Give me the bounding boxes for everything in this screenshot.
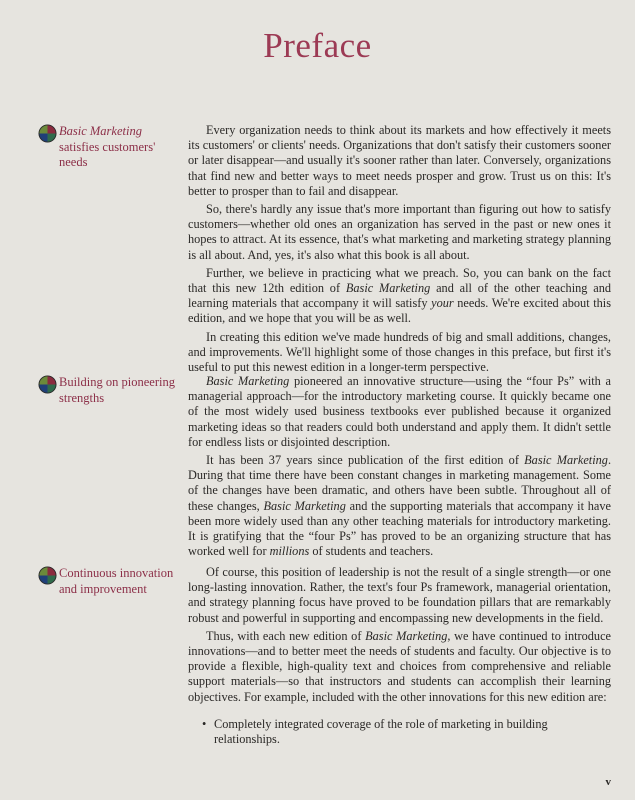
quadrant-circle-icon [38, 124, 57, 143]
margin-note-text: Basic Marketing satisfies customers' needs [59, 124, 156, 169]
section-customers-needs [188, 123, 611, 375]
quadrant-circle-icon [38, 375, 57, 394]
section-continuous-innovation [188, 565, 611, 747]
margin-note-customers-needs [38, 124, 178, 171]
bullet-item: • Completely integrated coverage of the role of marketing in building relationships. [214, 717, 574, 747]
margin-note-continuous-innovation [38, 566, 178, 597]
section-pioneering-strengths [188, 374, 611, 559]
page-title: Preface [263, 26, 372, 65]
body-paragraph: So, there's hardly any issue that's more important than figuring out how to satisfy customers—whether old ones an organization has served in the past or new ones it hopes to attract. At its essence, that's what marketing and marketing strategy planning is all about. And, yes, it's also what this book is all about. [188, 202, 611, 262]
margin-note-text: Continuous innovation and improvement [59, 566, 174, 596]
bullet-list [188, 717, 574, 747]
body-paragraph: In creating this edition we've made hundreds of big and small additions, changes, and improvements. We'll highlight some of those changes in this preface, but first it's useful to put this newest edition in a longer-term perspective. [188, 329, 611, 375]
page-number: v [605, 776, 611, 788]
body-paragraph: Every organization needs to think about its markets and how effectively it meets its customers' or clients' needs. Organizations that don't satisfy their customers sooner or later disappear—and usually it's sooner rather than later. Conversely, organizations that find new and better ways to meet needs prosper and grow. Trust us on this: It's better to prosper than to fail and disappear. [188, 123, 611, 198]
body-paragraph: Thus, with each new edition of Basic Marketing, we have continued to introduce innovations—and to better meet the needs of students and faculty. Our objective is to provide a flexible, high-quality text and choices from comprehensive and reliable support materials—so that instructors and students can accomplish their learning objectives. For example, included with the other innovations for this new edition are: [188, 628, 611, 704]
body-paragraph: Further, we believe in practicing what we preach. So, you can bank on the fact that this new 12th edition of Basic Marketing and all of the other teaching and learning materials that accompany it will satisfy your needs. We're excited about this edition, and we hope that you will be as well. [188, 265, 612, 326]
margin-note-text: Building on pioneering strengths [59, 375, 175, 405]
body-paragraph: It has been 37 years since publication of the first edition of Basic Marketing. During that time there have been constant changes in marketing management. Some of the changes have been dramatic, and others have been subtle. Throughout all of these changes, Basic Marketing and the supporting materials that accompany it have been more widely used than any other teaching materials for introductory marketing. It is gratifying that the “four Ps” has proved to be an organizing structure that has worked well for millions of students and teachers. [188, 453, 612, 559]
body-paragraph: Of course, this position of leadership is not the result of a single strength—or one long-lasting innovation. Rather, the text's four Ps framework, managerial orientation, and strategy planning focus have proved to be foundation pillars that are remarkably robust and powerful in supporting and encompassing new developments in the field. [188, 565, 611, 625]
margin-note-pioneering-strengths [38, 375, 178, 406]
quadrant-circle-icon [38, 566, 57, 585]
body-paragraph: Basic Marketing pioneered an innovative structure—using the “four Ps” with a managerial approach—for the introductory marketing course. It quickly became one of the most widely used business textbooks ever published because it organized marketing ideas so that readers could both understand and apply them. It didn't settle for endless lists or disjointed description. [188, 374, 611, 449]
